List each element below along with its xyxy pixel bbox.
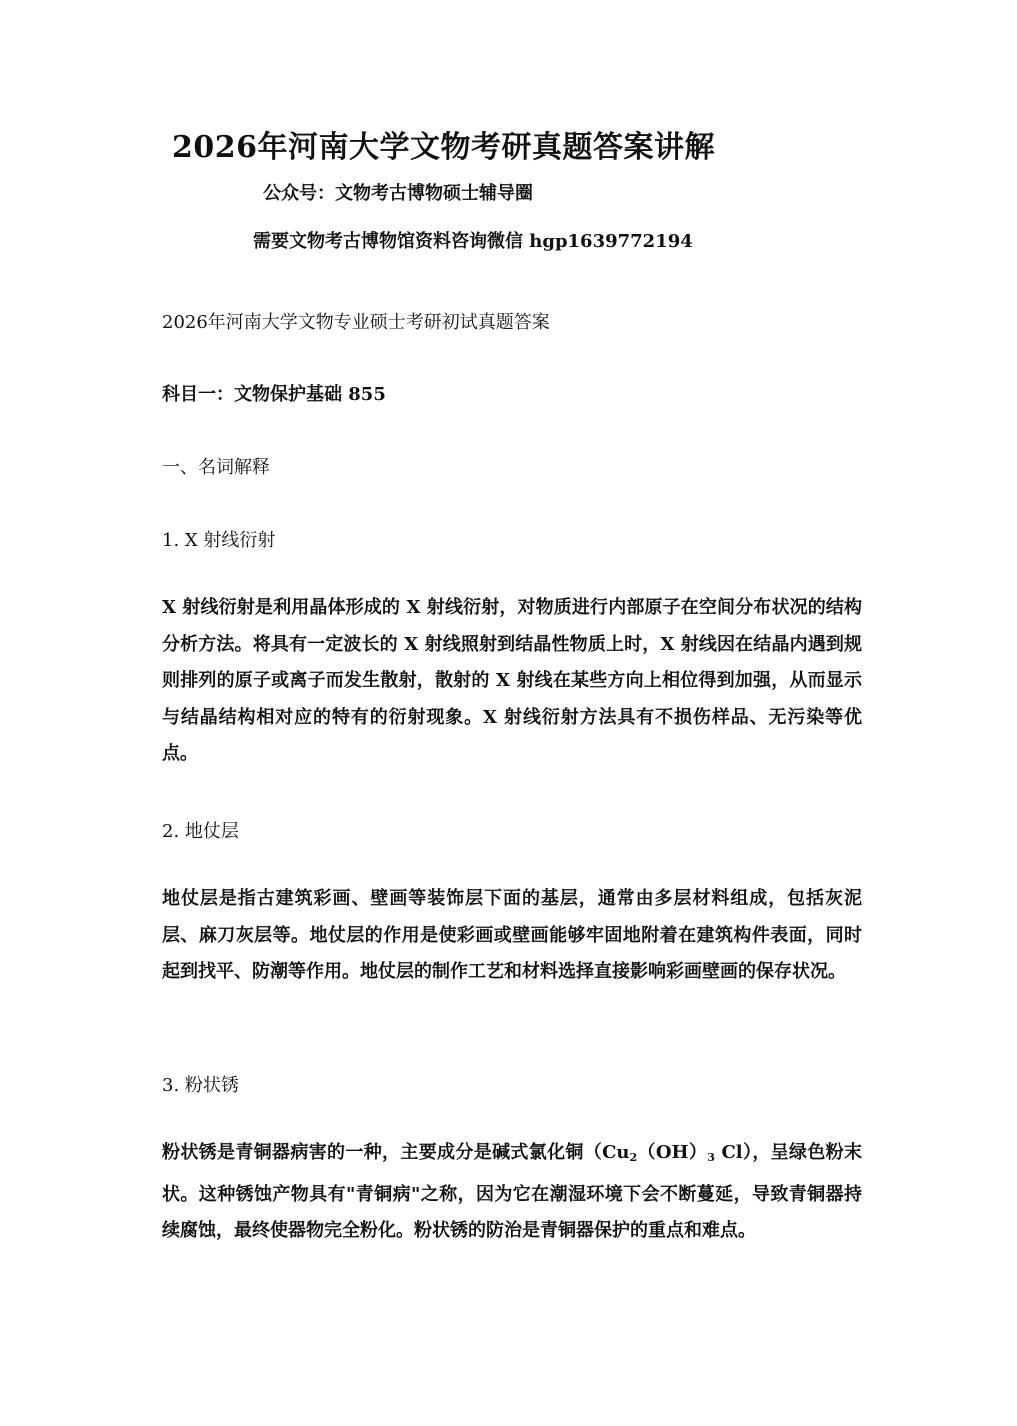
- subscript: 3: [707, 1151, 715, 1164]
- definition-text: Cl），呈绿色粉末状。这种锈蚀产物具有"青铜病"之称，因为它在潮湿环境下会不断蔓延，导致青铜器持续腐蚀，最终使器物完全粉化。粉状锈的防治是青铜器保护的重点和难点。: [162, 1142, 863, 1241]
- section-heading: 一、名词解释: [162, 457, 270, 478]
- term-definition: X 射线衍射是利用晶体形成的 X 射线衍射，对物质进行内部原子在空间分布状况的结构分析方法。将具有一定波长的 X 射线照射到结晶性物质上时，X 射线因在结晶内遇到规则排列的原子或离子而发生散射，散射的 X 射线在某些方向上相位得到加强，从而显示与结晶结构相对应的特有的衍射现象。X 射线衍射方法具有不损伤样品、无污染等优点。: [162, 597, 862, 764]
- subscript: 2: [629, 1151, 638, 1164]
- account-subtitle: 公众号：文物考古博物硕士辅导圈: [263, 183, 533, 204]
- document-title: 2026年河南大学文物考研真题答案讲解: [172, 130, 715, 165]
- term-heading: 2. 地仗层: [162, 821, 239, 842]
- definition-text: （OH）: [637, 1142, 708, 1163]
- definition-text: 粉状锈是青铜器病害的一种，主要成分是碱式氯化铜（Cu: [162, 1142, 630, 1163]
- term-definition: 地仗层是指古建筑彩画、壁画等装饰层下面的基层，通常由多层材料组成，包括灰泥层、麻刀灰层等。地仗层的作用是使彩画或壁画能够牢固地附着在建筑构件表面，同时起到找平、防潮等作用。地仗层的制作工艺和材料选择直接影响彩画壁画的保存状况。: [162, 888, 862, 982]
- subject-heading: 科目一：文物保护基础 855: [162, 384, 386, 405]
- contact-subtitle: 需要文物考古博物馆资料咨询微信 hgp1639772194: [253, 231, 693, 252]
- exam-heading: 2026年河南大学文物专业硕士考研初试真题答案: [162, 312, 550, 333]
- term-heading: 1. X 射线衍射: [162, 530, 276, 551]
- term-heading: 3. 粉状锈: [162, 1075, 239, 1096]
- term-definition: [162, 1135, 862, 1250]
